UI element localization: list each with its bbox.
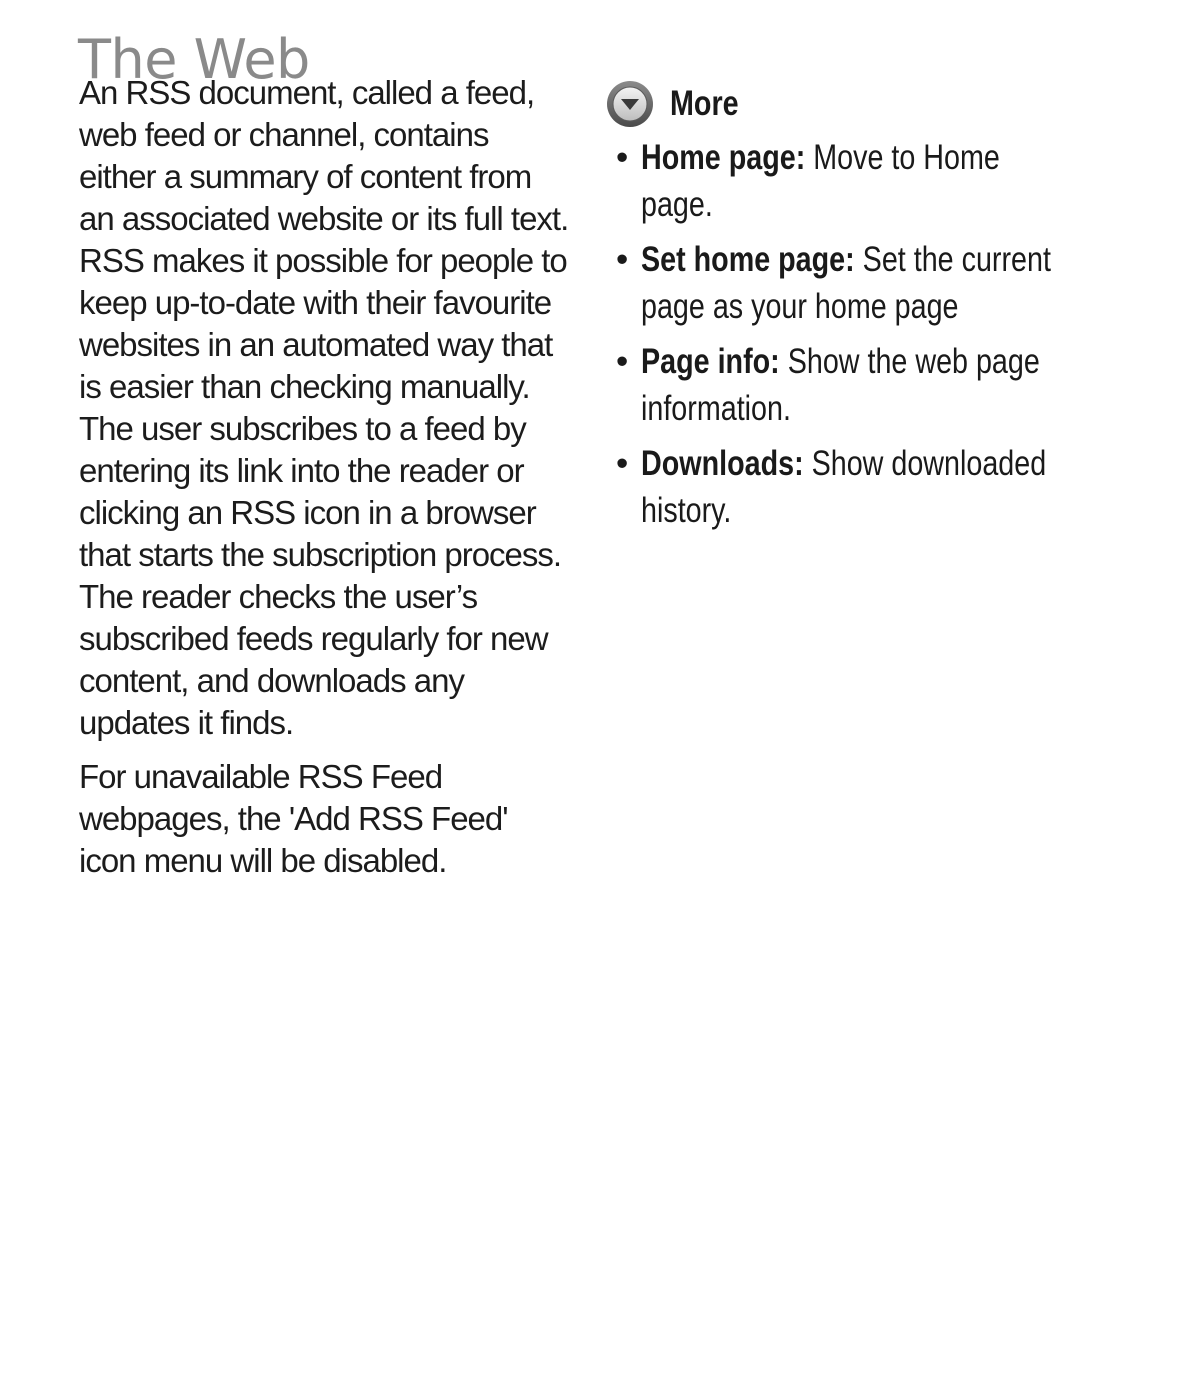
menu-item-term: Home page: [641,138,806,177]
menu-item-home-page [606,134,1106,228]
more-menu-list [606,134,1106,534]
bullet: • [616,240,629,279]
rss-description [79,72,569,894]
menu-item-description: Show downloaded history. [641,444,1047,530]
chevron-down-circle-icon [606,80,654,128]
rss-paragraph-1: An RSS document, called a feed, web feed or channel, contains either a summary of content from an associated website or its full text. RSS makes it possible for people to keep up-to-date with their favourite websites in an automated way that is easier than checking manually. The user subscribes to a feed by entering its link into the reader or clicking an RSS icon in a browser that starts the subscription process. The reader checks the user’s subscribed feeds regularly for new content, and downloads any updates it finds. [79,74,569,741]
menu-item-description: Show the web page information. [641,342,1040,428]
bullet: • [616,138,629,177]
bullet: • [616,444,629,483]
menu-item-downloads [606,440,1106,534]
menu-item-term: Page info: [641,342,780,381]
bullet: • [616,342,629,381]
menu-item-description: Set the current page as your home page [641,240,1051,326]
rss-paragraph-2: For unavailable RSS Feed webpages, the 'Add RSS Feed' icon menu will be disabled. [79,758,508,879]
menu-item-page-info [606,338,1106,432]
more-menu-label: More [670,84,739,123]
menu-item-description: Move to Home page. [641,138,1000,224]
more-menu-section [606,78,1106,534]
menu-item-term: Downloads: [641,444,804,483]
page-title: The Web [78,28,310,92]
menu-item-set-home-page [606,236,1106,330]
menu-item-term: Set home page: [641,240,855,279]
more-menu-header [606,78,1106,130]
